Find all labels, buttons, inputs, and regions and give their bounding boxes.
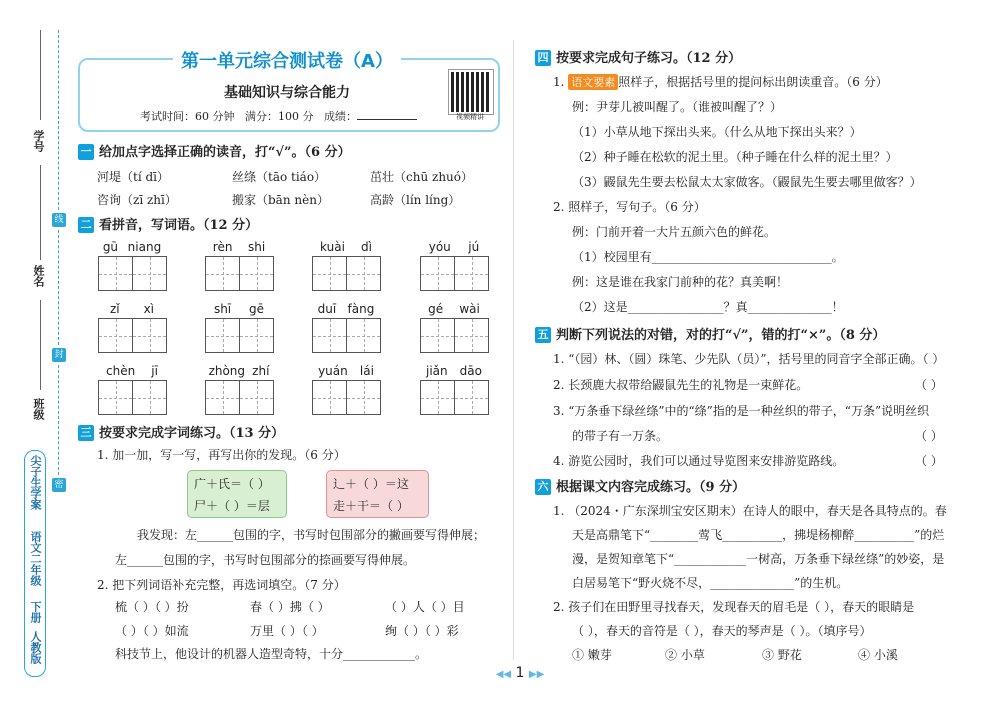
s4-example: 例：这是谁在我家门前种的花？真美啊！ <box>572 275 789 289</box>
writing-cell[interactable] <box>420 380 455 415</box>
pinyin <box>205 240 273 254</box>
writing-cell[interactable] <box>312 256 347 291</box>
pinyin-syllable: xì <box>143 302 154 316</box>
column-divider <box>513 40 514 660</box>
pinyin <box>205 302 273 316</box>
qr-caption: 视频精讲 <box>456 113 484 121</box>
pinyin-syllable: gē <box>249 302 265 316</box>
pinyin-syllable: dāo <box>459 364 482 378</box>
s6-line: 漫，是贺知章笔下“____________一树高，万条垂下绿丝绦”的妙姿，是 <box>572 552 945 566</box>
key-tag: 语文要素 <box>568 74 618 90</box>
pinyin <box>420 240 488 254</box>
writing-cell[interactable] <box>454 318 489 353</box>
pinyin <box>205 364 273 378</box>
writing-cell[interactable] <box>312 318 347 353</box>
idiom: 绚（ ）（ ）彩 <box>385 624 459 638</box>
pinyin-cell-group[interactable] <box>312 302 380 353</box>
writing-cell[interactable] <box>205 256 240 291</box>
pinyin <box>312 240 380 254</box>
pinyin-syllable: shī <box>213 302 232 316</box>
writing-cell[interactable] <box>312 380 347 415</box>
exam-info <box>140 108 417 124</box>
pinyin-syllable: yóu <box>428 240 451 254</box>
idiom: 梳（ ）（ ）扮 <box>115 600 189 614</box>
page-title: 第一单元综合测试卷（A） <box>78 47 496 73</box>
red-box <box>326 470 429 518</box>
judge-item: 的带子有一万条。 <box>572 429 669 443</box>
s3-q2: 2. 把下列词语补充完整，再选词填空。（7 分） <box>97 578 346 592</box>
pinyin-syllable: duī <box>317 302 337 316</box>
pinyin-syllable: yuán <box>318 364 348 378</box>
pinyin <box>98 364 166 378</box>
judge-item: 4. 游览公园时，我们可以通过导览图来安排游览路线。 <box>553 454 845 468</box>
writing-cell[interactable] <box>132 256 167 291</box>
seal-line: 线 <box>52 213 66 227</box>
s6-line: 2. 孩子们在田野里寻找春天，发现春天的眉毛是（ ），春天的眼睛是 <box>553 600 915 614</box>
pinyin <box>312 364 380 378</box>
s6-line: 1. （2024・广东深圳宝安区期末）在诗人的眼中，春天是各具特点的。春 <box>553 504 947 518</box>
pinyin <box>98 302 166 316</box>
s4-line: （2）这是________________？真______________！ <box>572 300 844 314</box>
pinyin-syllable: zǐ <box>109 302 120 316</box>
line <box>40 300 41 390</box>
pinyin-cell-group[interactable] <box>420 302 488 353</box>
writing-cell[interactable] <box>420 318 455 353</box>
pinyin-syllable: jiǎn <box>426 364 448 378</box>
pinyin-cell-group[interactable] <box>205 240 273 291</box>
s6-line: （ ），春天的音符是（ ），春天的琴声是（ ）。（填序号） <box>572 624 872 638</box>
pinyin-cell-group[interactable] <box>205 364 273 415</box>
s1-item: 丝绦（tāo tiáo） <box>232 170 327 184</box>
writing-cell[interactable] <box>420 256 455 291</box>
exam-time: 考试时间：60 分钟 <box>140 110 235 123</box>
pinyin-syllable: rèn <box>212 240 233 254</box>
s4-line: （1）小草从地下探出头来。（什么从地下探出头来？） <box>572 125 862 139</box>
pinyin <box>420 302 488 316</box>
s6-line: 天是高鼎笔下“________莺飞__________，拂堤杨柳醉__________”的烂 <box>572 528 945 542</box>
pinyin-syllable: kuài <box>320 240 345 254</box>
s1-item: 河堤（tí dī） <box>97 170 169 184</box>
brand-volume: 下册 <box>29 601 42 623</box>
s1-item: 高龄（lín líng） <box>370 193 461 207</box>
writing-cell[interactable] <box>454 256 489 291</box>
brand-edition: 人教版 <box>29 631 42 664</box>
writing-cell[interactable] <box>205 380 240 415</box>
pinyin <box>420 364 488 378</box>
writing-cell[interactable] <box>205 318 240 353</box>
section-4-title: 四 按要求完成句子练习。（12 分） <box>535 47 741 66</box>
brand-label <box>24 450 46 677</box>
line <box>40 165 41 260</box>
prev-arrow-icon[interactable]: ◀◀ <box>495 669 512 680</box>
writing-cell[interactable] <box>239 318 274 353</box>
next-arrow-icon[interactable]: ▶▶ <box>528 669 545 680</box>
judge-paren: （ ） <box>915 378 943 392</box>
s4-line: （1）校园里有______________________________。 <box>572 250 844 264</box>
writing-cell[interactable] <box>132 380 167 415</box>
page-number: ◀◀ 1 ▶▶ <box>495 665 545 681</box>
pinyin-syllable: jú <box>468 240 480 254</box>
writing-cell[interactable] <box>98 256 133 291</box>
finding-1: 我发现：左______包围的字，书写时包围部分的撇画要写得伸展； <box>137 528 486 542</box>
s6-line: 白居易笔下“野火烧不尽，______________”的生机。 <box>572 576 849 590</box>
add-line: 广＋氏＝（ ） <box>194 477 270 491</box>
pinyin-syllable: shi <box>248 240 266 254</box>
s3-q1: 1. 加一加，写一写，再写出你的发现。（6 分） <box>97 448 346 462</box>
seal-seal: 封 <box>52 348 66 362</box>
writing-cell[interactable] <box>132 318 167 353</box>
seal-secret: 密 <box>52 478 66 492</box>
pinyin-cell-group[interactable] <box>420 240 488 291</box>
brand-grade: 语文二年级 <box>29 531 42 586</box>
pinyin <box>312 302 380 316</box>
writing-cell[interactable] <box>346 318 381 353</box>
pinyin-syllable: jī <box>151 364 158 378</box>
idiom: （ ）人（ ）目 <box>385 600 465 614</box>
s1-item: 搬家（bān nèn） <box>232 193 329 207</box>
section-1-title: 一 给加点字选择正确的读音，打“√”。（6 分） <box>78 141 351 160</box>
binding-strip <box>0 0 75 711</box>
s4-line: （2）种子睡在松软的泥土里。（种子睡在什么样的泥土里？） <box>572 150 898 164</box>
s4-example: 例：门前开着一大片五颜六色的鲜花。 <box>572 225 777 239</box>
writing-cell[interactable] <box>98 380 133 415</box>
pinyin-syllable: dì <box>360 240 372 254</box>
add-line: 尸＋（ ）＝层 <box>194 499 270 513</box>
s4-q1: 1. 语文要素 照样子，根据括号里的提问标出朗读重音。（6 分） <box>553 75 888 89</box>
pinyin-cell-group[interactable] <box>98 240 166 291</box>
pinyin-syllable: lái <box>359 364 374 378</box>
judge-paren: （ ） <box>915 429 943 443</box>
finding-2: 左______包围的字，书写时包围部分的捺画要写得伸展。 <box>115 553 416 567</box>
writing-cell[interactable] <box>239 256 274 291</box>
pinyin-cell-group[interactable] <box>312 240 380 291</box>
pinyin <box>98 240 166 254</box>
pinyin-cell-group[interactable] <box>98 302 166 353</box>
s4-line: （3）鼹鼠先生要去松鼠太太家做客。（鼹鼠先生要去哪里做客？） <box>572 175 922 189</box>
add-line: 辶＋（ ）＝这 <box>333 477 409 491</box>
section-2-title: 二 看拼音，写词语。（12 分） <box>78 214 258 233</box>
pinyin-syllable: wài <box>459 302 480 316</box>
idiom: 万里（ ）（ ） <box>250 624 324 638</box>
option: ③ 野花 <box>762 648 802 662</box>
option: ① 嫩芽 <box>572 648 612 662</box>
line <box>40 30 41 120</box>
judge-item: 2. 长颈鹿大叔带给鼹鼠先生的礼物是一束鲜花。 <box>553 378 809 392</box>
full-score: 满分：100 分 <box>245 110 314 123</box>
cut-line <box>58 30 59 210</box>
pinyin-syllable: zhí <box>252 364 270 378</box>
student-id-label: 学号 <box>32 130 45 152</box>
pinyin-syllable: gū <box>102 240 119 254</box>
pinyin-cell-group[interactable] <box>312 364 380 415</box>
s1-item: 茁壮（chū zhuó） <box>370 170 473 184</box>
section-6-title: 六 根据课文内容完成练习。（9 分） <box>535 476 745 495</box>
cut-line <box>58 365 59 475</box>
subtitle: 基础知识与综合能力 <box>224 85 350 101</box>
green-box <box>187 470 287 518</box>
option: ② 小草 <box>665 648 705 662</box>
writing-cell[interactable] <box>346 380 381 415</box>
writing-cell[interactable] <box>346 256 381 291</box>
writing-cell[interactable] <box>98 318 133 353</box>
pinyin-syllable: chèn <box>106 364 136 378</box>
pinyin-cell-group[interactable] <box>205 302 273 353</box>
pinyin-syllable: fàng <box>347 302 375 316</box>
option: ④ 小溪 <box>858 648 898 662</box>
section-3-title: 三 按要求完成字词练习。（13 分） <box>78 422 284 441</box>
class-label: 班级 <box>32 398 45 420</box>
name-label: 姓名 <box>32 265 45 287</box>
s4-q2: 2. 照样子，写句子。（6 分） <box>553 200 706 214</box>
add-line: 走＋干＝（ ） <box>333 499 409 513</box>
pinyin-cell-group[interactable] <box>420 364 488 415</box>
writing-cell[interactable] <box>239 380 274 415</box>
pinyin-cell-group[interactable] <box>98 364 166 415</box>
score-label: 成绩： <box>324 110 357 123</box>
idiom: 春（ ）拂（ ） <box>250 600 330 614</box>
brand-name: 尖子生学案 <box>29 455 42 510</box>
s4-example: 例：尹芽儿被叫醒了。（谁被叫醒了？） <box>572 100 783 114</box>
section-5-title: 五 判断下列说法的对错，对的打“√”，错的打“×”。（8 分） <box>535 324 885 343</box>
qr-code-icon[interactable] <box>449 70 493 114</box>
pinyin-syllable: zhòng <box>208 364 246 378</box>
pinyin-syllable: niang <box>127 240 162 254</box>
writing-cell[interactable] <box>454 380 489 415</box>
pinyin-syllable: gé <box>428 302 444 316</box>
cut-line <box>58 230 59 345</box>
idiom: （ ）（ ）如流 <box>115 624 189 638</box>
fill-sentence: 科技节上，他设计的机器人造型奇特，十分____________。 <box>115 647 428 661</box>
judge-item: 1. “（园）林、（圆）珠笔、少先队（员）”，括号里的同音字全部正确。（ ） <box>553 352 945 366</box>
judge-paren: （ ） <box>915 454 943 468</box>
s1-item: 咨询（zī zhī） <box>97 193 177 207</box>
judge-item: 3. “万条垂下绿丝绦”中的“绦”指的是一种丝织的带子，“万条”说明丝织 <box>553 404 930 418</box>
